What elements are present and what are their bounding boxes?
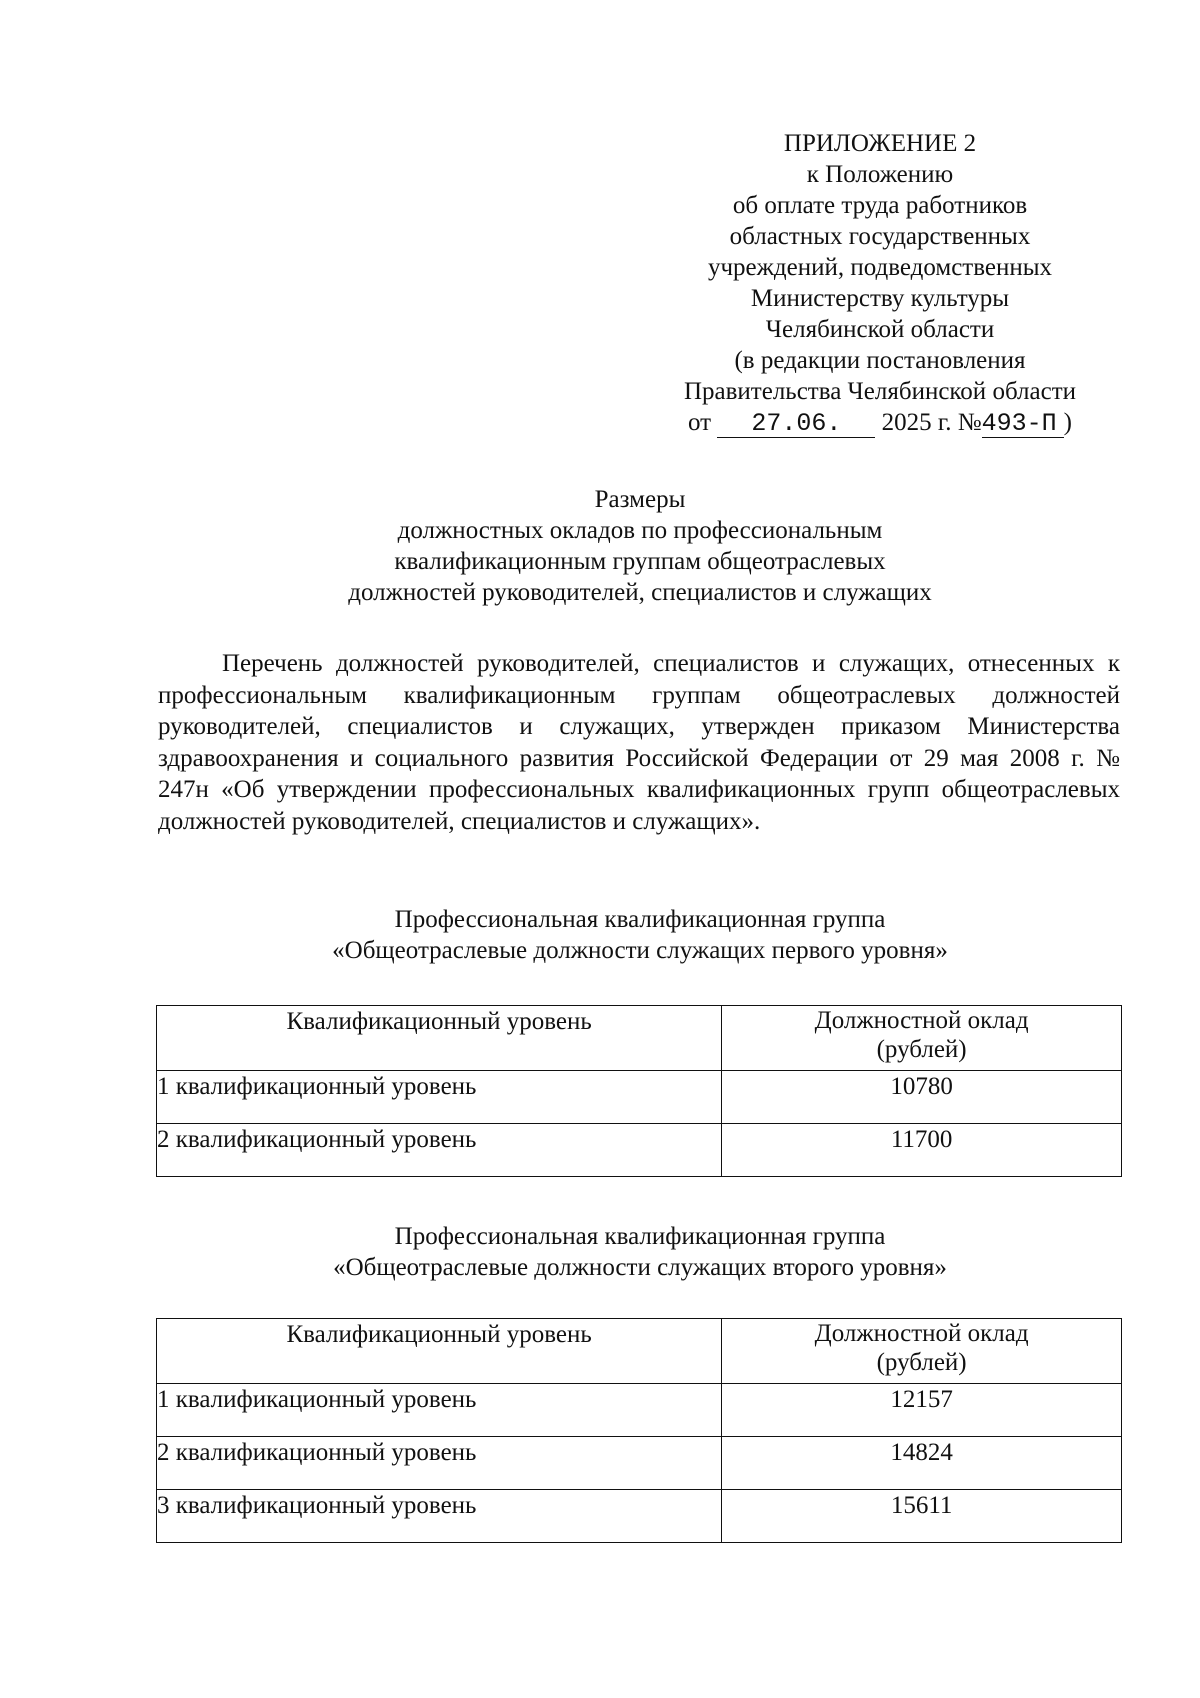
header-salary-line: (рублей) xyxy=(876,1349,967,1376)
table-header-row xyxy=(157,1319,1122,1384)
group-2-title xyxy=(160,1221,1120,1283)
level-cell: 3 квалификационный уровень xyxy=(157,1490,722,1543)
appendix-line: к Положению xyxy=(806,161,954,188)
header-level: Квалификационный уровень xyxy=(157,1006,722,1071)
resolution-number: 493-П xyxy=(982,411,1064,438)
document-title xyxy=(160,484,1120,608)
table-header-row xyxy=(157,1006,1122,1071)
level-cell: 2 квалификационный уровень xyxy=(157,1124,722,1177)
title-line: должностей руководителей, специалистов и служащих xyxy=(348,579,932,606)
appendix-line: Министерству культуры xyxy=(750,285,1010,312)
salary-cell: 15611 xyxy=(722,1490,1122,1543)
title-line: квалификационным группам общеотраслевых xyxy=(394,548,886,575)
appendix-line: Правительства Челябинской области xyxy=(683,378,1077,405)
intro-paragraph: Перечень должностей руководителей, специалистов и служащих, отнесенных к профессиональным квалификационным группам общеотраслевых должностей руководителей, специалистов и служащих, утвержден приказом Министерства здравоохранения и социального развития Российской Федерации от 29 мая 2008 г. № 247н «Об утверждении профессиональных квалификационных групп общеотраслевых должностей руководителей, специалистов и служащих». xyxy=(158,650,1120,835)
table-row xyxy=(157,1071,1122,1124)
table-row xyxy=(157,1437,1122,1490)
level-cell: 1 квалификационный уровень xyxy=(157,1384,722,1437)
appendix-line: (в редакции постановления xyxy=(734,347,1026,374)
group-title-line: Профессиональная квалификационная группа xyxy=(394,1223,886,1250)
header-salary-line: Должностной оклад xyxy=(814,1320,1029,1347)
header-level: Квалификационный уровень xyxy=(157,1319,722,1384)
level-cell: 1 квалификационный уровень xyxy=(157,1071,722,1124)
title-line: Размеры xyxy=(594,486,686,513)
appendix-line: Челябинской области xyxy=(765,316,995,343)
resolution-date: 27.06. xyxy=(717,411,875,438)
salary-cell: 12157 xyxy=(722,1384,1122,1437)
group-1-title xyxy=(160,904,1120,966)
resolution-date-line xyxy=(640,407,1120,438)
appendix-line: учреждений, подведомственных xyxy=(707,254,1053,281)
group-2-salary-table xyxy=(156,1318,1122,1543)
header-salary xyxy=(722,1319,1122,1384)
table-row xyxy=(157,1124,1122,1177)
header-salary xyxy=(722,1006,1122,1071)
appendix-line: об оплате труда работников xyxy=(732,192,1028,219)
group-1-salary-table xyxy=(156,1005,1122,1177)
appendix-header xyxy=(640,128,1120,438)
appendix-line: ПРИЛОЖЕНИЕ 2 xyxy=(783,130,977,157)
appendix-line: областных государственных xyxy=(729,223,1031,250)
header-salary-line: (рублей) xyxy=(876,1036,967,1063)
salary-cell: 10780 xyxy=(722,1071,1122,1124)
group-title-line: «Общеотраслевые должности служащих второго уровня» xyxy=(333,1254,947,1281)
title-line: должностных окладов по профессиональным xyxy=(397,517,883,544)
header-salary-line: Должностной оклад xyxy=(814,1007,1029,1034)
closing-paren: ) xyxy=(1063,409,1072,436)
group-title-line: «Общеотраслевые должности служащих первого уровня» xyxy=(332,937,948,964)
table-row xyxy=(157,1384,1122,1437)
level-cell: 2 квалификационный уровень xyxy=(157,1437,722,1490)
resolution-year: 2025 г. № xyxy=(881,409,982,436)
date-prefix: от xyxy=(688,409,712,436)
salary-cell: 11700 xyxy=(722,1124,1122,1177)
group-title-line: Профессиональная квалификационная группа xyxy=(394,906,886,933)
salary-cell: 14824 xyxy=(722,1437,1122,1490)
table-row xyxy=(157,1490,1122,1543)
